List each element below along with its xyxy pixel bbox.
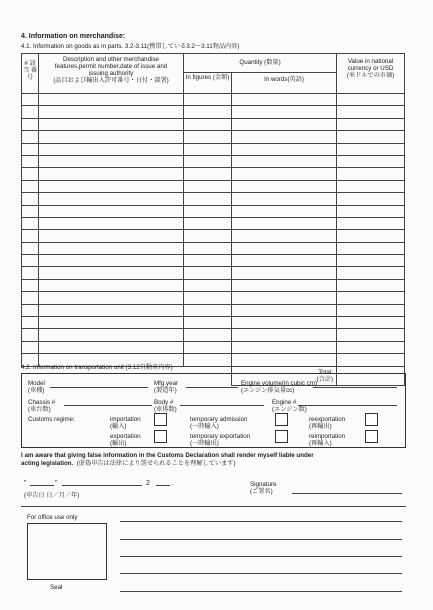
table-cell[interactable] <box>232 329 337 341</box>
importation-checkbox[interactable] <box>154 413 167 426</box>
table-cell[interactable] <box>337 304 405 316</box>
table-row <box>22 217 405 229</box>
table-cell[interactable] <box>337 354 405 366</box>
table-cell[interactable] <box>22 329 39 341</box>
office-line-1[interactable] <box>120 521 402 522</box>
model-field[interactable] <box>50 387 148 388</box>
table-cell[interactable] <box>39 341 184 353</box>
table-cell[interactable] <box>337 155 405 167</box>
table-cell[interactable] <box>22 180 39 192</box>
table-cell[interactable] <box>22 279 39 291</box>
mfg-year-field[interactable] <box>186 387 238 388</box>
table-cell[interactable] <box>184 317 232 329</box>
date-dot: . <box>171 480 173 487</box>
table-row <box>22 230 405 242</box>
col-number-header: # 該当 番号 <box>22 54 39 94</box>
reexportation-label: reexportation (再輸出) <box>309 416 346 430</box>
table-cell[interactable] <box>39 94 184 106</box>
table-cell[interactable] <box>184 205 232 217</box>
table-cell[interactable] <box>22 94 39 106</box>
table-cell[interactable] <box>39 317 184 329</box>
table-row <box>22 317 405 329</box>
chassis-label: Chassis # (車台数) <box>28 399 56 413</box>
table-cell[interactable] <box>337 131 405 143</box>
date-year-prefix: 2 <box>146 480 150 487</box>
importation-label: importation (輸入) <box>110 416 141 430</box>
table-cell[interactable] <box>22 168 39 180</box>
reimportation-checkbox[interactable] <box>365 430 378 443</box>
temporary-admission-label: temporary admission (一時輸入) <box>190 416 248 430</box>
date-year-field[interactable] <box>156 485 170 486</box>
table-cell[interactable] <box>232 205 337 217</box>
temporary-exportation-checkbox[interactable] <box>275 430 288 443</box>
divider <box>21 506 406 507</box>
table-row <box>22 94 405 106</box>
table-cell[interactable] <box>232 143 337 155</box>
table-cell[interactable] <box>184 155 232 167</box>
table-cell[interactable] <box>22 267 39 279</box>
table-cell[interactable] <box>22 292 39 304</box>
table-cell[interactable] <box>337 143 405 155</box>
table-cell[interactable] <box>337 168 405 180</box>
table-cell[interactable] <box>184 304 232 316</box>
table-cell[interactable] <box>232 155 337 167</box>
reexportation-checkbox[interactable] <box>365 413 378 426</box>
office-use-label: For office use only <box>27 514 78 521</box>
temporary-admission-checkbox[interactable] <box>275 413 288 426</box>
office-line-2[interactable] <box>120 539 402 540</box>
table-cell[interactable] <box>184 180 232 192</box>
table-cell[interactable] <box>232 131 337 143</box>
engine-volume-field[interactable] <box>313 387 397 388</box>
table-cell[interactable] <box>337 205 405 217</box>
table-cell[interactable] <box>232 230 337 242</box>
table-cell[interactable] <box>232 168 337 180</box>
table-row <box>22 193 405 205</box>
table-row <box>22 168 405 180</box>
temporary-exportation-label: temporary exportation (一時輸出) <box>190 433 251 447</box>
table-row <box>22 267 405 279</box>
table-cell[interactable] <box>22 205 39 217</box>
office-line-4[interactable] <box>120 573 402 574</box>
table-cell[interactable] <box>184 118 232 130</box>
reimportation-label: reimportation (再輸入) <box>309 433 346 447</box>
table-cell[interactable] <box>39 279 184 291</box>
table-cell[interactable] <box>39 329 184 341</box>
table-cell[interactable] <box>337 193 405 205</box>
table-cell[interactable] <box>39 180 184 192</box>
table-cell[interactable] <box>337 292 405 304</box>
table-cell[interactable] <box>39 143 184 155</box>
table-cell[interactable] <box>22 131 39 143</box>
table-cell[interactable] <box>39 292 184 304</box>
body-field[interactable] <box>180 405 264 406</box>
table-cell[interactable] <box>337 255 405 267</box>
date-label-jp: (申告日 日／月／年) <box>24 492 80 499</box>
table-cell[interactable] <box>22 255 39 267</box>
section-4-title: 4. Information on merchandise: <box>21 33 126 40</box>
table-cell[interactable] <box>337 106 405 118</box>
table-cell[interactable] <box>232 292 337 304</box>
table-cell[interactable] <box>22 242 39 254</box>
table-cell[interactable] <box>337 180 405 192</box>
seal-label: Seal <box>50 584 63 591</box>
table-cell[interactable] <box>232 341 337 353</box>
table-row <box>22 205 405 217</box>
declaration-text: I am aware that giving false information in the Customs Declaration shall render myself liable under <box>21 452 314 459</box>
total-cell: Total: (合計) <box>232 366 337 385</box>
table-row <box>22 255 405 267</box>
table-cell[interactable] <box>184 354 232 366</box>
table-cell[interactable] <box>22 304 39 316</box>
table-cell[interactable] <box>232 118 337 130</box>
table-cell[interactable] <box>337 329 405 341</box>
table-cell[interactable] <box>22 193 39 205</box>
table-cell[interactable] <box>184 217 232 229</box>
engine-field[interactable] <box>298 405 397 406</box>
section-4-1-title: 4.1. Information on goods as in parts. 3.2-3.11(携帯している3.2～3.11物品内容) <box>21 43 240 50</box>
table-cell[interactable] <box>22 317 39 329</box>
table-cell[interactable] <box>39 205 184 217</box>
table-cell[interactable] <box>337 267 405 279</box>
declaration-text-2: acting legislation. (虚偽申告は法律により罰せられることを理解しています) <box>21 460 236 467</box>
table-cell[interactable] <box>337 317 405 329</box>
goods-table <box>21 53 405 386</box>
table-cell[interactable] <box>39 242 184 254</box>
table-cell[interactable] <box>39 131 184 143</box>
table-cell[interactable] <box>337 341 405 353</box>
signature-field[interactable] <box>292 493 402 494</box>
table-cell[interactable] <box>39 193 184 205</box>
table-cell[interactable] <box>184 255 232 267</box>
engine-volume-label: Engine volume(in cubic cm) (エンジン排気量cc) <box>241 380 317 394</box>
table-row <box>22 242 405 254</box>
table-cell[interactable] <box>232 193 337 205</box>
table-cell[interactable] <box>184 279 232 291</box>
body-label: Body # (車体数) <box>154 399 177 413</box>
table-row <box>22 304 405 316</box>
table-cell[interactable] <box>184 242 232 254</box>
office-use-stamp-box <box>27 523 107 580</box>
table-cell[interactable] <box>184 131 232 143</box>
goods-table-body <box>22 94 405 367</box>
table-cell[interactable] <box>39 217 184 229</box>
chassis-field[interactable] <box>64 405 152 406</box>
table-row <box>22 155 405 167</box>
table-cell[interactable] <box>22 341 39 353</box>
table-cell[interactable] <box>232 354 337 366</box>
table-cell[interactable] <box>22 118 39 130</box>
table-row <box>22 279 405 291</box>
table-cell[interactable] <box>232 217 337 229</box>
table-cell[interactable] <box>337 230 405 242</box>
office-line-5[interactable] <box>120 591 402 592</box>
table-row <box>22 106 405 118</box>
table-cell[interactable] <box>337 118 405 130</box>
col-description-header: Description and other merchandise features,permit number,date of issue and issuing authority (品目および輸出入許可番号・日付・部署) <box>39 54 184 94</box>
table-cell[interactable] <box>184 267 232 279</box>
table-row <box>22 118 405 130</box>
col-value-header: Value in national currency or USD (米ドルでの市価) <box>337 54 405 94</box>
table-row <box>22 180 405 192</box>
table-cell[interactable] <box>22 143 39 155</box>
table-cell[interactable] <box>22 106 39 118</box>
table-cell[interactable] <box>184 292 232 304</box>
table-cell[interactable] <box>337 217 405 229</box>
table-cell[interactable] <box>39 304 184 316</box>
table-cell[interactable] <box>337 94 405 106</box>
table-cell[interactable] <box>232 304 337 316</box>
table-cell[interactable] <box>184 168 232 180</box>
table-cell[interactable] <box>39 230 184 242</box>
table-cell[interactable] <box>232 180 337 192</box>
table-cell[interactable] <box>232 279 337 291</box>
office-line-3[interactable] <box>120 556 402 557</box>
col-figures-header: In figures (金額) <box>184 73 232 94</box>
table-cell[interactable] <box>22 155 39 167</box>
engine-label: Engine # (エンジン数) <box>272 399 307 413</box>
table-cell[interactable] <box>39 106 184 118</box>
table-cell[interactable] <box>39 155 184 167</box>
table-cell[interactable] <box>232 267 337 279</box>
date-day-field[interactable] <box>30 485 54 486</box>
table-cell[interactable] <box>232 255 337 267</box>
table-cell[interactable] <box>39 267 184 279</box>
table-cell[interactable] <box>39 255 184 267</box>
table-cell[interactable] <box>232 317 337 329</box>
table-cell[interactable] <box>39 118 184 130</box>
date-quote-close: " <box>55 480 58 487</box>
table-cell[interactable] <box>232 242 337 254</box>
section-4-2-title: 4.2. Information on transportation unit (3.12自動車内容) <box>21 364 173 371</box>
table-cell[interactable] <box>184 106 232 118</box>
table-row <box>22 292 405 304</box>
table-cell[interactable] <box>184 94 232 106</box>
table-cell[interactable] <box>184 341 232 353</box>
table-cell[interactable] <box>337 242 405 254</box>
col-quantity-header: Quantity (数量) <box>184 54 337 73</box>
model-label: Model (車種) <box>28 380 45 394</box>
col-words-header: In words(英語) <box>232 73 337 94</box>
table-row <box>22 329 405 341</box>
table-row <box>22 143 405 155</box>
customs-regime-label: Customs regime: <box>28 416 75 423</box>
table-cell[interactable] <box>184 230 232 242</box>
signature-label: Signature (ご署名) <box>250 481 277 495</box>
exportation-checkbox[interactable] <box>154 430 167 443</box>
exportation-label: exportation (輸出) <box>110 433 141 447</box>
date-month-field[interactable] <box>62 485 142 486</box>
table-cell[interactable] <box>39 168 184 180</box>
table-cell[interactable] <box>232 94 337 106</box>
table-cell[interactable] <box>184 193 232 205</box>
table-cell[interactable] <box>184 143 232 155</box>
date-quote-open: " <box>24 480 27 487</box>
table-cell[interactable] <box>22 217 39 229</box>
table-row <box>22 131 405 143</box>
table-cell[interactable] <box>22 230 39 242</box>
mfg-year-label: Mfg.year (製造年) <box>154 380 179 394</box>
table-cell[interactable] <box>184 329 232 341</box>
table-cell[interactable] <box>232 106 337 118</box>
table-row <box>22 341 405 353</box>
table-cell[interactable] <box>337 279 405 291</box>
